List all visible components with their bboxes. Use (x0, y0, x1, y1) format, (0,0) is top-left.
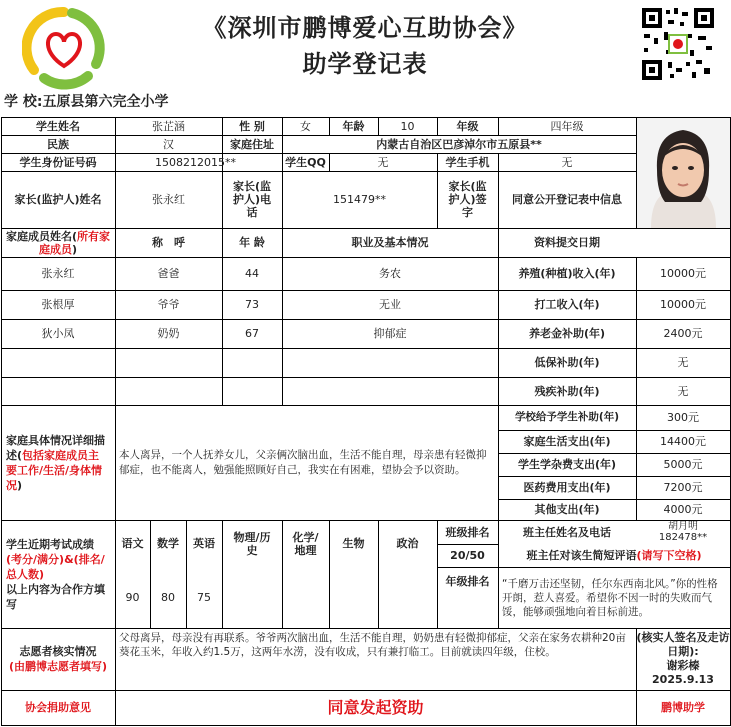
id-number-label: 学生身份证号码 (19, 155, 97, 169)
subject-header: 物理/历史 (233, 530, 271, 557)
qq-value: 无 (377, 155, 389, 169)
school-label: 学 校: (4, 94, 43, 110)
brand-label: 鹏博助学 (661, 701, 705, 714)
finance-label: 学生学杂费支出(年) (517, 458, 617, 471)
finance-value: 10000元 (660, 298, 706, 311)
finance-label: 低保补助(年) (534, 356, 600, 369)
age-label: 年龄 (342, 119, 365, 133)
student-name-label: 学生姓名 (36, 119, 80, 133)
volunteer-text: 父母离异，母亲没有再联系。爷爷两次脑出血，生活不能自理，奶奶患有轻微抑郁症，父亲在家务农耕种20亩葵花玉米，年收入约1.5万，这两年水涝，没有收成，只有兼打临工。目前就读四年级，住校。 (119, 632, 626, 658)
member-relation: 爷爷 (157, 298, 180, 311)
family-name-header-end: ) (71, 243, 78, 256)
grade-rank-label: 年级排名 (445, 574, 490, 588)
subject-score: 90 (125, 591, 140, 604)
subject-header: 英语 (193, 537, 215, 550)
finance-label: 养殖(种植)收入(年) (518, 267, 616, 280)
finance-label: 学校给予学生补助(年) (514, 411, 620, 423)
subject-score: 75 (197, 591, 211, 604)
class-rank-label: 班级排名 (445, 525, 490, 539)
guardian-name-value: 张永红 (152, 193, 185, 206)
subject-header: 政治 (396, 537, 419, 550)
family-name-header-red: 所有家庭成员 (38, 230, 111, 256)
guardian-sign-label: 家长(监护人)签字 (448, 180, 487, 219)
qq-label: 学生QQ (285, 155, 326, 169)
finance-value: 无 (677, 384, 689, 398)
ethnicity-label: 民族 (47, 137, 69, 151)
member-name: 狄小凤 (41, 327, 75, 340)
volunteer-label (1, 628, 115, 690)
association-logo (22, 6, 106, 90)
address-label: 家庭住址 (230, 137, 274, 151)
situation-label (1, 405, 115, 520)
class-rank-value: 20/50 (450, 549, 485, 562)
member-job: 无业 (379, 298, 401, 311)
exam-label-main: 学生近期考试成绩 (6, 537, 94, 551)
gender-label: 性 别 (239, 119, 265, 133)
finance-value: 300元 (667, 411, 699, 424)
grade-value: 四年级 (550, 119, 584, 133)
member-name: 张永红 (41, 267, 75, 280)
volunteer-label-red: (由鹏博志愿者填写) (8, 660, 108, 673)
teacher-comment-label (498, 544, 730, 567)
verifier-block (636, 628, 730, 690)
teacher-comment: “千磨万击还坚韧，任尔东西南北风。”你的性格开朗，惹人喜爱。希望你不因一时的失败而气馁，能够顽强地向着目标前进。 (502, 577, 718, 618)
address-value: 内蒙古自治区巴彦淖尔市五原县** (376, 137, 542, 151)
member-job: 抑郁症 (373, 327, 407, 340)
family-name-header-text: 家庭成员姓名( (5, 230, 78, 243)
finance-value: 无 (677, 356, 689, 369)
member-name: 张根厚 (41, 298, 75, 311)
phone-value: 无 (561, 155, 573, 169)
id-number-value: 1508212015** (155, 155, 236, 169)
school-line (4, 93, 168, 111)
job-header: 职业及基本情况 (351, 236, 429, 249)
member-relation: 爸爸 (157, 267, 180, 280)
finance-value: 7200元 (663, 481, 703, 494)
subject-score: 80 (161, 591, 175, 604)
teacher-phone: 182478** (658, 532, 708, 543)
teacher-comment-label-main: 班主任对该生简短评语 (526, 549, 637, 562)
subject-header: 语文 (121, 537, 144, 550)
volunteer-label-text (9, 644, 107, 674)
form-subtitle: 助学登记表 (302, 48, 428, 78)
finance-label: 家庭生活支出(年) (523, 435, 611, 448)
finance-value: 4000元 (663, 503, 703, 516)
situation-label-main: 家庭具体情况详细描述( (6, 433, 105, 462)
phone-label: 学生手机 (445, 155, 490, 169)
form-title: 《深圳市鹏博爱心互助协会》 (202, 12, 528, 42)
volunteer-label-main: 志愿者核实情况 (19, 645, 97, 658)
finance-value: 14400元 (660, 435, 706, 448)
situation-label-red: 包括家庭成员主要工作/生活/身体情况 (6, 448, 103, 492)
guardian-phone-value: 151479** (333, 193, 386, 206)
exam-label-end: 以上内容为合作方填写 (6, 582, 105, 611)
consent-note: 同意公开登记表中信息 (512, 193, 622, 206)
finance-label: 残疾补助(年) (534, 384, 600, 398)
member-age: 44 (245, 267, 259, 280)
finance-label: 其他支出(年) (534, 503, 600, 516)
finance-value: 5000元 (663, 458, 703, 471)
teacher-name: 胡月明 (668, 521, 698, 532)
submit-date-header: 资料提交日期 (534, 236, 600, 249)
relation-header: 称 呼 (152, 236, 185, 249)
finance-label: 医药费用支出(年) (523, 481, 611, 494)
teacher-label: 班主任姓名及电话 (523, 525, 611, 539)
situation-label-text (6, 433, 110, 493)
member-relation: 奶奶 (157, 327, 180, 340)
student-photo (637, 118, 730, 228)
ethnicity-value: 汉 (163, 137, 174, 151)
teacher-contact (636, 520, 730, 544)
finance-value: 2400元 (663, 327, 703, 340)
situation-text: 本人离异，一个人抚养女儿，父亲俩次脑出血，生活不能自理，母亲患有轻微抑郁症，也不能离人，勉强能照顾好自己，我实在有困难，望协会予以资助。 (119, 448, 487, 476)
guardian-name-label: 家长(监护人)姓名 (14, 193, 102, 206)
verifier-label: (核实人签名及走访日期): (636, 631, 730, 658)
subject-header: 生物 (342, 537, 365, 550)
exam-label-text (6, 537, 110, 612)
family-name-header (1, 228, 115, 257)
guardian-phone-label: 家长(监护人)电话 (232, 180, 272, 219)
member-job: 务农 (379, 267, 401, 280)
subject-header: 数学 (157, 537, 179, 550)
situation-label-end: ) (17, 478, 23, 492)
gender-value: 女 (300, 119, 311, 133)
member-age-header: 年 龄 (239, 236, 265, 249)
opinion-label: 协会捐助意见 (25, 701, 91, 714)
qr-code (640, 6, 716, 82)
school-name: 五原县第六完全小学 (42, 94, 169, 110)
student-name-value: 张芷涵 (152, 119, 185, 133)
member-age: 73 (245, 298, 259, 311)
subject-header: 化学/地理 (292, 530, 319, 557)
member-age: 67 (245, 327, 259, 340)
teacher-comment-label-red: (请写下空格) (636, 549, 702, 562)
visit-date: 2025.9.13 (652, 673, 714, 686)
age-value: 10 (400, 119, 415, 133)
grade-label: 年级 (456, 119, 479, 133)
exam-label-red: (考分/满分)&(排名/总人数) (6, 552, 105, 581)
finance-label: 打工收入(年) (534, 298, 600, 311)
exam-label (1, 520, 115, 628)
finance-label: 养老金补助(年) (528, 327, 606, 340)
verifier-name: 谢彩榛 (666, 659, 700, 672)
finance-value: 10000元 (660, 267, 706, 280)
opinion-value: 同意发起资助 (327, 698, 424, 717)
